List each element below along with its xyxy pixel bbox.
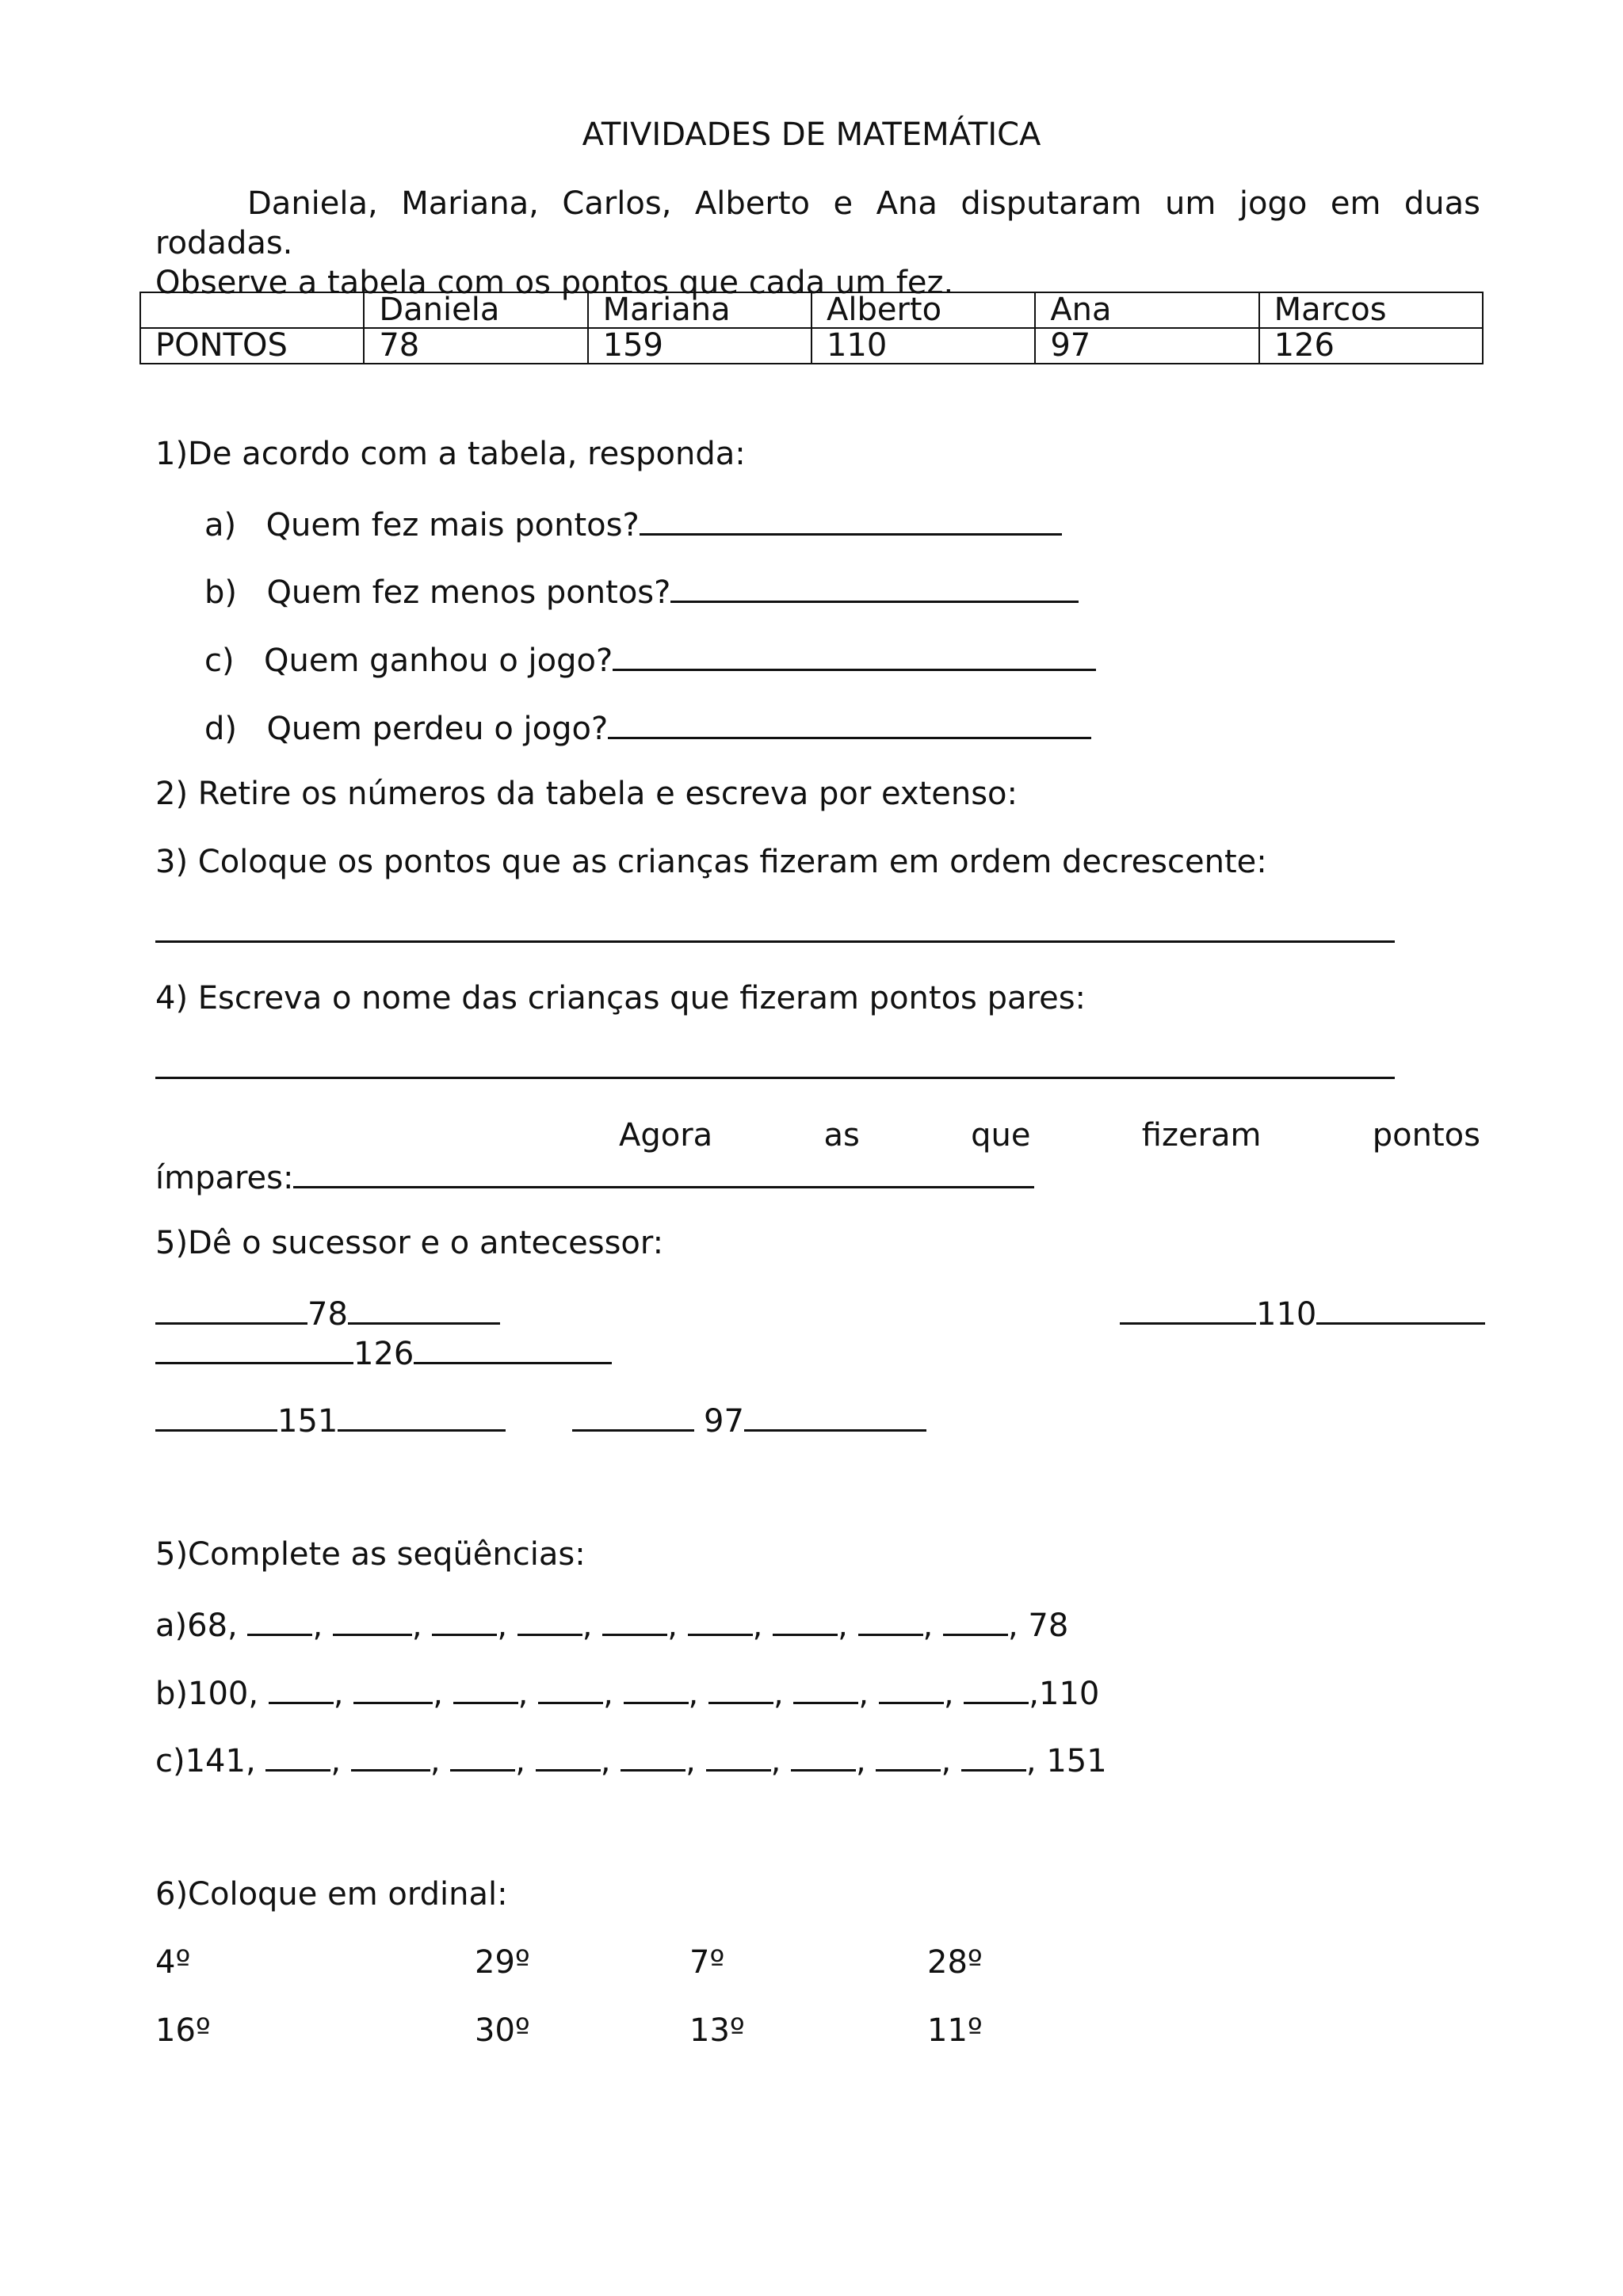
table-header-cell: Ana [1035,292,1258,328]
intro-line-1: Daniela, Mariana, Carlos, Alberto e Ana disputaram um jogo em duas rodadas. [155,185,1480,261]
q4-heading: 4) Escreva o nome das crianças que fizeram pontos pares: [155,980,1086,1016]
neighbor-number: 110 [1256,1296,1317,1333]
page-title: ATIVIDADES DE MATEMÁTICA [582,116,1041,153]
sequence-start: b)100, [155,1676,259,1712]
sequence-blank[interactable] [793,1675,858,1704]
q2-heading: 2) Retire os números da tabela e escreva por extenso: [155,776,1018,812]
q4-odd-word: as [823,1117,860,1154]
intro-line-2: Observe a tabela com os pontos que cada um fez. [155,265,954,301]
table-cell: 126 [1259,328,1483,364]
sequence-blank[interactable] [450,1742,515,1772]
q4-odd-answer [155,1159,1034,1194]
q1-item-b [204,574,1079,611]
neighbor-number: 151 [277,1403,338,1440]
sequence-end: 151 [1046,1743,1107,1779]
ordinal-item: 30º [475,2012,530,2049]
sequence-blank[interactable] [624,1675,689,1704]
q1-item-d [204,710,1091,745]
sequence-blank[interactable] [538,1675,603,1704]
neighbor-exercise [155,1402,506,1440]
answer-blank[interactable] [670,574,1079,603]
q4-odd-word: pontos [1372,1117,1480,1154]
sequence-b: b)100, , , , , , , , , ,110 [155,1676,1100,1712]
q5a-heading: 5)Dê o sucessor e o antecessor: [155,1225,664,1261]
sequence-blank[interactable] [351,1742,430,1772]
ordinal-item: 13º [689,2012,745,2049]
antecessor-blank[interactable] [572,1402,694,1432]
sequence-blank[interactable] [858,1607,923,1636]
q4-odd-prompt [619,1117,1480,1154]
sequence-end: 110 [1039,1676,1100,1712]
ordinal-item: 11º [927,2012,983,2049]
table-cell: 97 [1035,328,1258,364]
q1-item-text: Quem fez mais pontos? [265,507,640,543]
table-row [140,328,1483,364]
sequence-blank[interactable] [964,1675,1029,1704]
sequence-blank[interactable] [961,1742,1026,1772]
table-cell: 110 [812,328,1035,364]
sequence-blank[interactable] [517,1607,582,1636]
sequence-blank[interactable] [247,1607,312,1636]
table-header-cell: Daniela [364,292,587,328]
table-header-cell: Alberto [812,292,1035,328]
sequence-start: c)141, [155,1743,256,1779]
sequence-a: a)68, , , , , , , , , , 78 [155,1608,1069,1644]
ordinal-item: 29º [475,1944,530,1981]
sequence-blank[interactable] [602,1607,667,1636]
sequence-blank[interactable] [791,1742,856,1772]
q1-item-marker: a) [204,507,237,543]
sequence-blank[interactable] [353,1675,433,1704]
ordinal-item: 4º [155,1944,191,1981]
q3-answer-line[interactable] [155,940,1395,943]
q5b-heading: 5)Complete as seqüências: [155,1536,586,1573]
ordinal-item: 7º [689,1944,725,1981]
sequence-blank[interactable] [879,1675,944,1704]
sucessor-blank[interactable] [414,1335,612,1364]
antecessor-blank[interactable] [155,1295,307,1325]
q1-item-a [204,506,1062,541]
sequence-blank[interactable] [773,1607,838,1636]
sucessor-blank[interactable] [1316,1295,1485,1325]
sequence-blank[interactable] [943,1607,1008,1636]
sequence-blank[interactable] [269,1675,334,1704]
sequence-blank[interactable] [708,1675,773,1704]
q1-item-text: Quem fez menos pontos? [266,574,671,611]
neighbor-number: 78 [307,1296,348,1333]
q1-item-text: Quem perdeu o jogo? [266,711,609,747]
q4-odd-label: ímpares: [155,1160,294,1196]
sequence-c: c)141, , , , , , , , , , 151 [155,1743,1107,1779]
table-cell: 78 [364,328,587,364]
table-header-cell: Mariana [588,292,812,328]
answer-blank[interactable] [608,710,1091,739]
q1-item-marker: d) [204,711,237,747]
q4-odd-word: fizeram [1141,1117,1262,1154]
table-header-cell [140,292,364,328]
neighbor-exercise [1120,1295,1485,1333]
score-table [139,292,1484,364]
q1-item-marker: c) [204,643,235,679]
q1-item-text: Quem ganhou o jogo? [264,643,613,679]
table-row-label: PONTOS [140,328,364,364]
sequence-blank[interactable] [876,1742,941,1772]
sucessor-blank[interactable] [338,1402,506,1432]
q4-answer-line[interactable] [155,1077,1395,1079]
neighbor-exercise [155,1295,500,1333]
antecessor-blank[interactable] [155,1402,277,1432]
antecessor-blank[interactable] [155,1335,353,1364]
sequence-blank[interactable] [432,1607,497,1636]
sequence-blank[interactable] [536,1742,601,1772]
q4-odd-word: que [971,1117,1031,1154]
sequence-start: a)68, [155,1608,238,1644]
sequence-blank[interactable] [706,1742,771,1772]
sequence-end: 78 [1028,1608,1069,1644]
table-cell: 159 [588,328,812,364]
q6-heading: 6)Coloque em ordinal: [155,1876,508,1913]
intro-paragraph [155,184,1480,303]
sucessor-blank[interactable] [348,1295,500,1325]
neighbor-number: 97 [704,1403,744,1440]
answer-blank[interactable] [640,506,1062,536]
ordinal-item: 28º [927,1944,983,1981]
neighbor-exercise [155,1335,612,1370]
ordinal-item: 16º [155,2012,211,2049]
q3-heading: 3) Coloque os pontos que as crianças fizeram em ordem decrescente: [155,844,1267,880]
q1-heading: 1)De acordo com a tabela, responda: [155,436,746,472]
antecessor-blank[interactable] [1120,1295,1256,1325]
sequence-blank[interactable] [453,1675,518,1704]
sequence-blank[interactable] [333,1607,412,1636]
q4-odd-word: Agora [619,1117,713,1154]
neighbor-number: 126 [353,1336,414,1372]
q1-item-marker: b) [204,574,237,611]
sucessor-blank[interactable] [744,1402,926,1432]
table-header-row [140,292,1483,328]
sequence-blank[interactable] [688,1607,753,1636]
q1-item-c [204,642,1096,677]
neighbor-exercise [572,1402,926,1440]
answer-blank[interactable] [293,1159,1034,1188]
sequence-blank[interactable] [265,1742,330,1772]
answer-blank[interactable] [613,642,1096,671]
table-header-cell: Marcos [1259,292,1483,328]
sequence-blank[interactable] [621,1742,685,1772]
